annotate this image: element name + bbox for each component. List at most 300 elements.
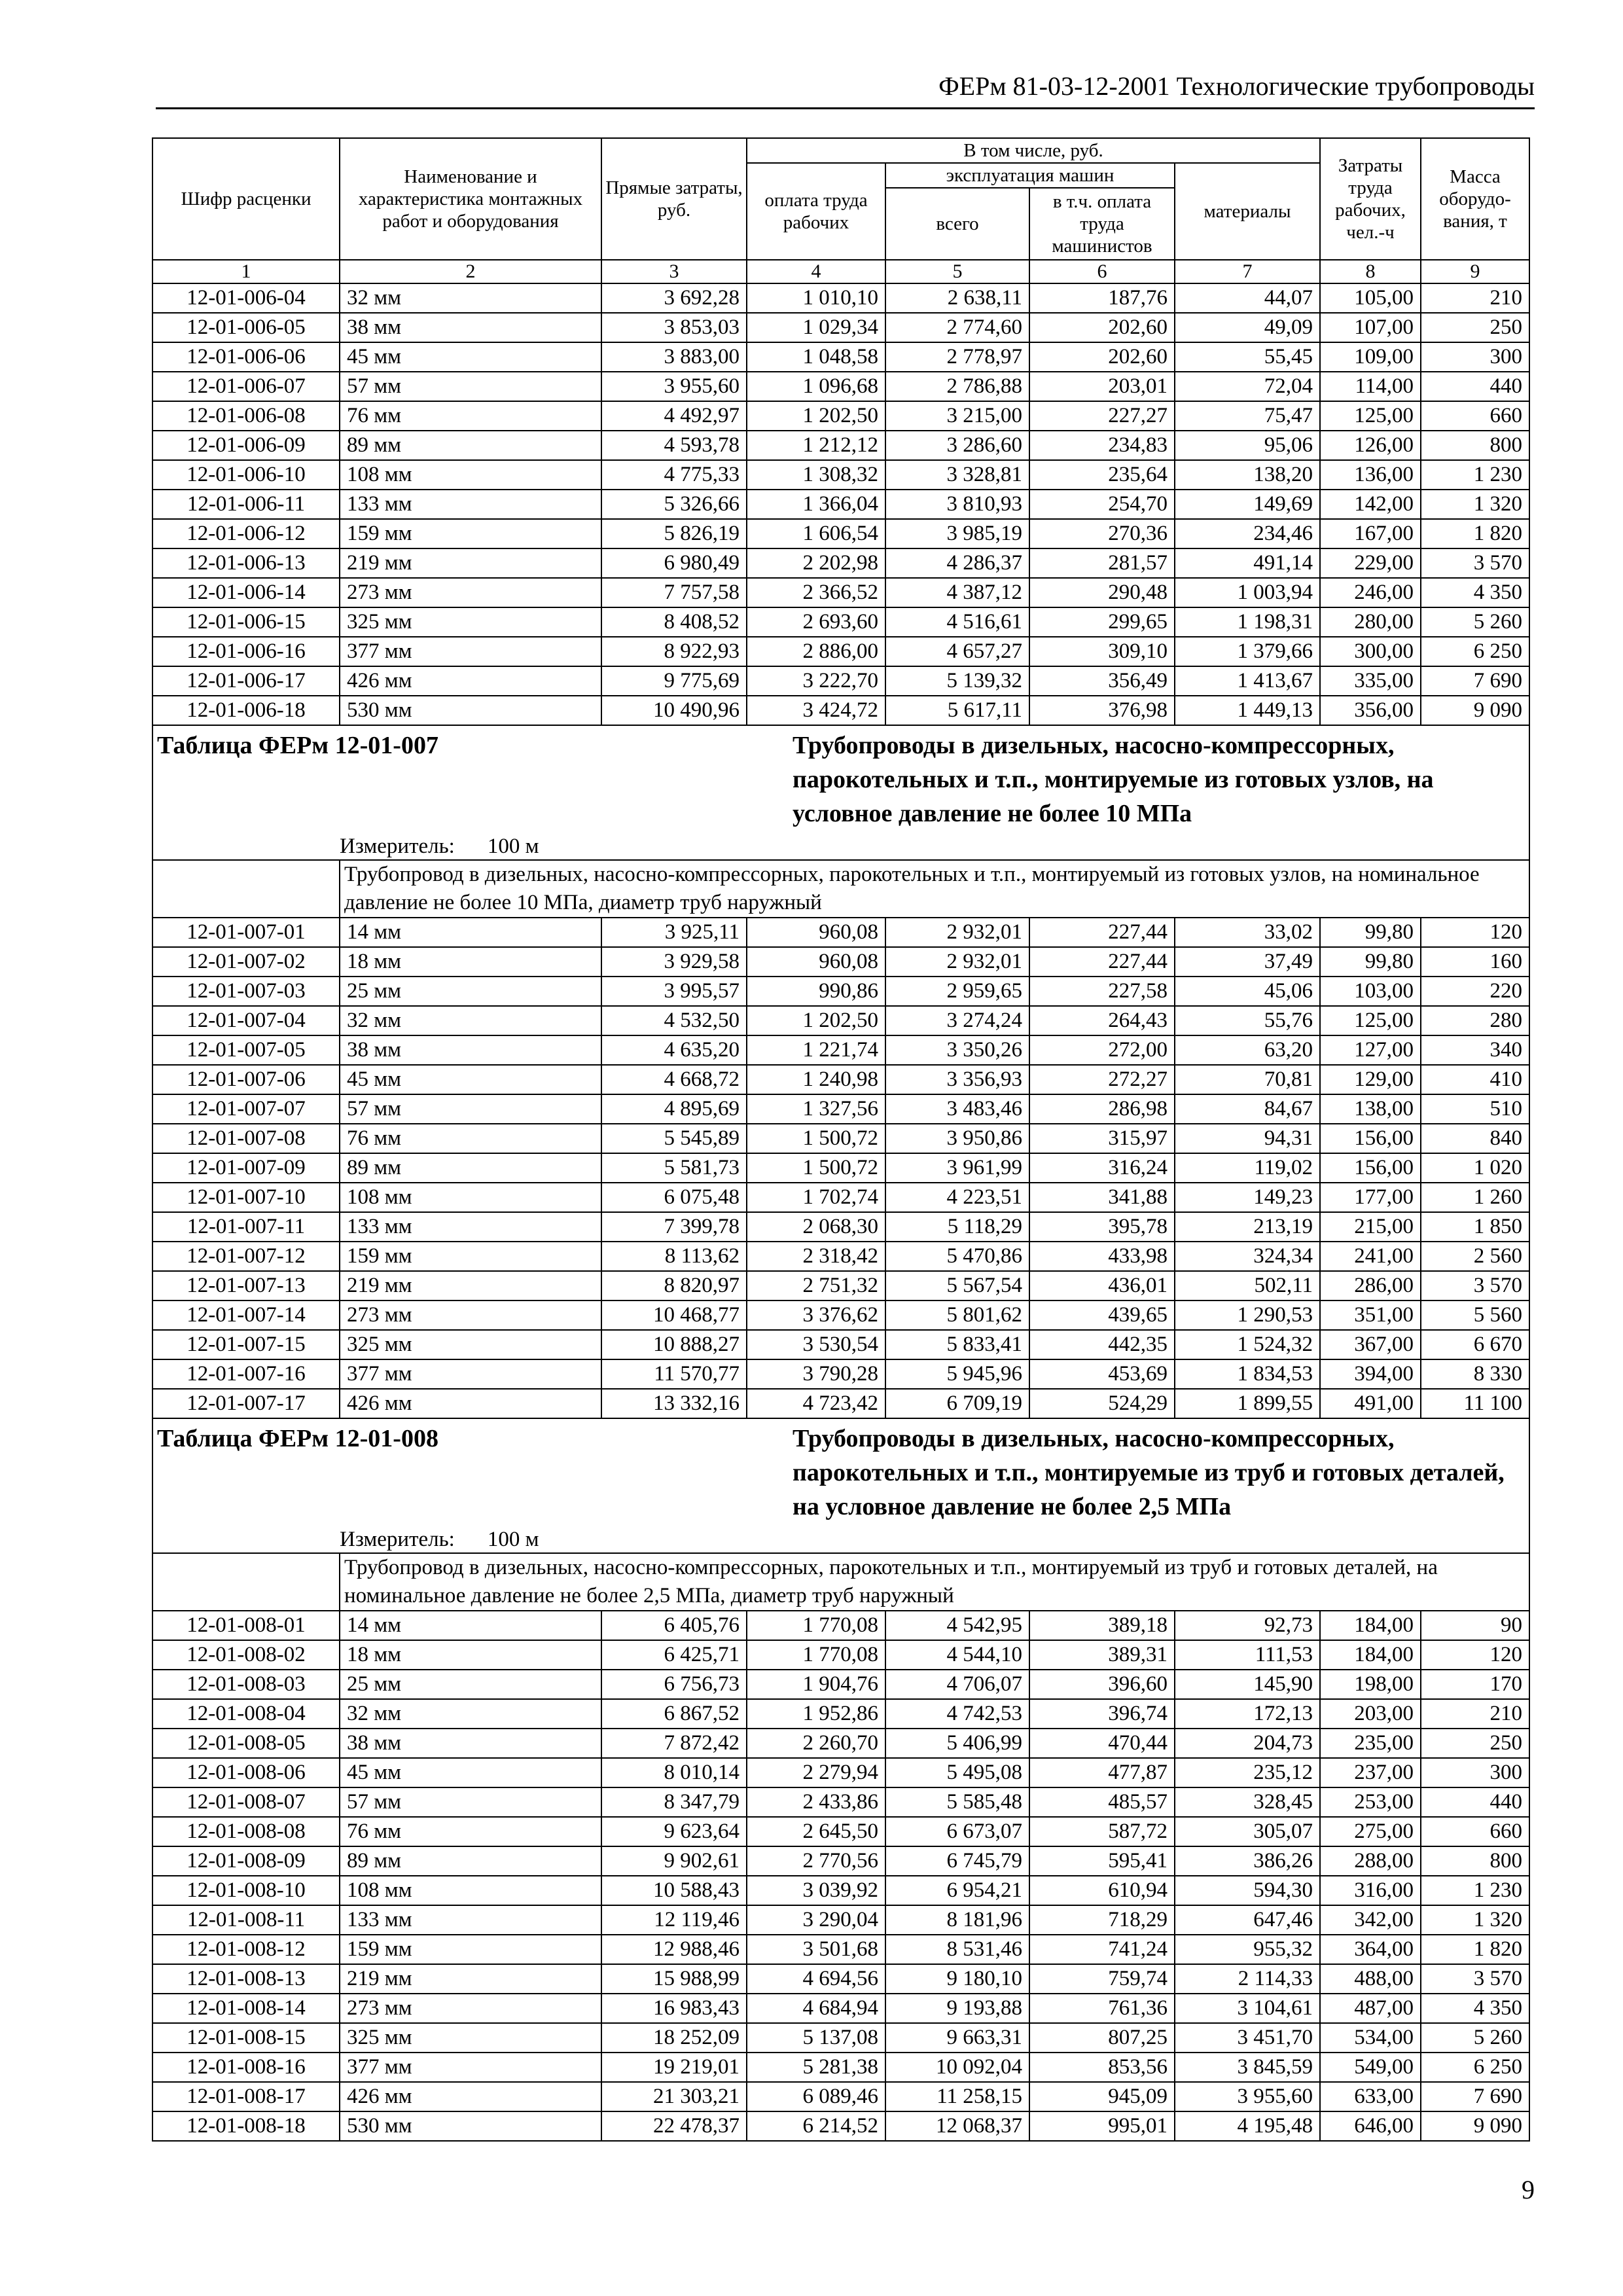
- cell-name: 273 мм: [340, 1994, 601, 2023]
- cell-labor-hours: 129,00: [1320, 1065, 1421, 1094]
- cell-machinists-pay: 227,27: [1029, 401, 1175, 431]
- cell-direct: 6 405,76: [601, 1611, 747, 1640]
- cell-machinists-pay: 270,36: [1029, 519, 1175, 548]
- table-008-title: Трубопроводы в дизельных, насосно-компрессорных, парокотельных и т.п., монтируемые из труб и готовых деталей, на условное давление не более 2,5 МПа: [747, 1418, 1529, 1526]
- cell-materials: 328,45: [1175, 1787, 1320, 1817]
- cell-materials: 145,90: [1175, 1670, 1320, 1699]
- cell-materials: 37,49: [1175, 947, 1320, 977]
- cell-mass: 8 330: [1421, 1359, 1529, 1389]
- cell-code: 12-01-007-10: [152, 1183, 340, 1212]
- cell-machinists-pay: 807,25: [1029, 2023, 1175, 2053]
- cell-labor-hours: 99,80: [1320, 947, 1421, 977]
- table-row: [152, 342, 1529, 372]
- cell-machines-total: 4 706,07: [885, 1670, 1029, 1699]
- cell-materials: 111,53: [1175, 1640, 1320, 1670]
- cell-labor-pay: 1 096,68: [747, 372, 885, 401]
- measure-label: Измеритель:: [340, 1528, 455, 1551]
- cell-machinists-pay: 187,76: [1029, 283, 1175, 313]
- cell-materials: 1 290,53: [1175, 1300, 1320, 1330]
- cell-direct: 9 775,69: [601, 666, 747, 696]
- cell-materials: 1 413,67: [1175, 666, 1320, 696]
- cell-name: 38 мм: [340, 1729, 601, 1758]
- cell-machinists-pay: 227,44: [1029, 918, 1175, 947]
- cell-labor-hours: 367,00: [1320, 1330, 1421, 1359]
- table-008-rows: [152, 1611, 1529, 2141]
- cell-labor-pay: 3 790,28: [747, 1359, 885, 1389]
- cell-machines-total: 4 657,27: [885, 637, 1029, 666]
- cell-labor-hours: 127,00: [1320, 1035, 1421, 1065]
- cell-machines-total: 6 954,21: [885, 1876, 1029, 1905]
- cell-code: 12-01-007-09: [152, 1153, 340, 1183]
- cell-mass: 340: [1421, 1035, 1529, 1065]
- cell-machinists-pay: 376,98: [1029, 696, 1175, 725]
- cell-mass: 5 260: [1421, 2023, 1529, 2053]
- cell-labor-hours: 633,00: [1320, 2082, 1421, 2111]
- table-row: [152, 1006, 1529, 1035]
- cell-machinists-pay: 442,35: [1029, 1330, 1175, 1359]
- cell-machinists-pay: 439,65: [1029, 1300, 1175, 1330]
- column-number: 4: [747, 260, 885, 283]
- cell-machines-total: 2 778,97: [885, 342, 1029, 372]
- cell-materials: 647,46: [1175, 1905, 1320, 1935]
- cell-name: 108 мм: [340, 1876, 601, 1905]
- cell-direct: 5 826,19: [601, 519, 747, 548]
- cell-code: 12-01-007-13: [152, 1271, 340, 1300]
- measure-value: 100 м: [487, 1528, 539, 1551]
- cell-labor-hours: 156,00: [1320, 1124, 1421, 1153]
- cell-labor-pay: 2 366,52: [747, 578, 885, 607]
- cell-materials: 63,20: [1175, 1035, 1320, 1065]
- table-row: [152, 1640, 1529, 1670]
- cell-machines-total: 3 985,19: [885, 519, 1029, 548]
- cell-mass: 1 230: [1421, 460, 1529, 490]
- cell-labor-hours: 491,00: [1320, 1389, 1421, 1418]
- cell-machinists-pay: 202,60: [1029, 313, 1175, 342]
- cell-machines-total: 2 959,65: [885, 977, 1029, 1006]
- cell-materials: 72,04: [1175, 372, 1320, 401]
- column-number: 3: [601, 260, 747, 283]
- table-row: [152, 1905, 1529, 1935]
- cell-code: 12-01-006-05: [152, 313, 340, 342]
- table-row: [152, 1212, 1529, 1242]
- cell-direct: 6 980,49: [601, 548, 747, 578]
- cell-labor-hours: 125,00: [1320, 401, 1421, 431]
- cell-labor-pay: 2 068,30: [747, 1212, 885, 1242]
- cell-labor-pay: 1 048,58: [747, 342, 885, 372]
- cell-name: 57 мм: [340, 372, 601, 401]
- table-row: [152, 1699, 1529, 1729]
- cell-mass: 120: [1421, 918, 1529, 947]
- cell-labor-hours: 107,00: [1320, 313, 1421, 342]
- cell-materials: 1 379,66: [1175, 637, 1320, 666]
- cell-mass: 800: [1421, 431, 1529, 460]
- cell-materials: 235,12: [1175, 1758, 1320, 1787]
- cell-materials: 955,32: [1175, 1935, 1320, 1964]
- table-008-description: Трубопровод в дизельных, насосно-компрессорных, парокотельных и т.п., монтируемый из труб и готовых деталей, на номинальное давление не более 2,5 МПа, диаметр труб наружный: [340, 1553, 1529, 1611]
- cell-labor-hours: 316,00: [1320, 1876, 1421, 1905]
- cell-code: 12-01-007-07: [152, 1094, 340, 1124]
- table-row: [152, 431, 1529, 460]
- cell-machinists-pay: 453,69: [1029, 1359, 1175, 1389]
- cell-name: 89 мм: [340, 1846, 601, 1876]
- table-008-measure: [340, 1526, 1529, 1553]
- cell-machines-total: 5 470,86: [885, 1242, 1029, 1271]
- cell-code: 12-01-006-12: [152, 519, 340, 548]
- table-row: [152, 2111, 1529, 2141]
- table-row: [152, 548, 1529, 578]
- cell-machinists-pay: 389,31: [1029, 1640, 1175, 1670]
- cell-machines-total: 4 544,10: [885, 1640, 1029, 1670]
- cell-machinists-pay: 299,65: [1029, 607, 1175, 637]
- cell-name: 108 мм: [340, 1183, 601, 1212]
- cell-name: 57 мм: [340, 1094, 601, 1124]
- cell-direct: 4 593,78: [601, 431, 747, 460]
- cell-materials: 1 899,55: [1175, 1389, 1320, 1418]
- cell-machines-total: 4 742,53: [885, 1699, 1029, 1729]
- cell-name: 159 мм: [340, 1935, 601, 1964]
- cell-machinists-pay: 395,78: [1029, 1212, 1175, 1242]
- cell-labor-hours: 342,00: [1320, 1905, 1421, 1935]
- cell-machines-total: 8 181,96: [885, 1905, 1029, 1935]
- cell-machines-total: 5 406,99: [885, 1729, 1029, 1758]
- cell-code: 12-01-007-11: [152, 1212, 340, 1242]
- cell-code: 12-01-008-04: [152, 1699, 340, 1729]
- cell-machinists-pay: 281,57: [1029, 548, 1175, 578]
- cell-machines-total: 6 673,07: [885, 1817, 1029, 1846]
- cell-mass: 6 250: [1421, 637, 1529, 666]
- cell-machinists-pay: 234,83: [1029, 431, 1175, 460]
- cell-machinists-pay: 235,64: [1029, 460, 1175, 490]
- cell-labor-hours: 99,80: [1320, 918, 1421, 947]
- measure-spacer: [152, 833, 340, 860]
- cell-machines-total: 12 068,37: [885, 2111, 1029, 2141]
- cell-direct: 10 888,27: [601, 1330, 747, 1359]
- table-row: [152, 1787, 1529, 1817]
- cell-labor-pay: 960,08: [747, 947, 885, 977]
- cell-name: 32 мм: [340, 1006, 601, 1035]
- cell-materials: 149,69: [1175, 490, 1320, 519]
- cell-labor-hours: 203,00: [1320, 1699, 1421, 1729]
- col-header-code: Шифр расценки: [152, 138, 340, 260]
- cell-name: 426 мм: [340, 666, 601, 696]
- cell-materials: 149,23: [1175, 1183, 1320, 1212]
- cell-machinists-pay: 227,58: [1029, 977, 1175, 1006]
- cell-machines-total: 5 833,41: [885, 1330, 1029, 1359]
- cell-materials: 94,31: [1175, 1124, 1320, 1153]
- cell-direct: 3 853,03: [601, 313, 747, 342]
- cell-code: 12-01-006-16: [152, 637, 340, 666]
- cell-name: 76 мм: [340, 401, 601, 431]
- cell-materials: 3 104,61: [1175, 1994, 1320, 2023]
- cell-name: 159 мм: [340, 519, 601, 548]
- cell-code: 12-01-006-15: [152, 607, 340, 637]
- cell-materials: 204,73: [1175, 1729, 1320, 1758]
- cell-labor-hours: 125,00: [1320, 1006, 1421, 1035]
- cell-machines-total: 4 516,61: [885, 607, 1029, 637]
- cell-code: 12-01-006-17: [152, 666, 340, 696]
- cell-code: 12-01-007-05: [152, 1035, 340, 1065]
- cell-labor-hours: 215,00: [1320, 1212, 1421, 1242]
- cell-direct: 13 332,16: [601, 1389, 747, 1418]
- cell-labor-pay: 3 222,70: [747, 666, 885, 696]
- cell-name: 32 мм: [340, 283, 601, 313]
- column-numbers-row: [152, 260, 1529, 283]
- column-number: 5: [885, 260, 1029, 283]
- cell-code: 12-01-007-02: [152, 947, 340, 977]
- table-row: [152, 313, 1529, 342]
- cell-materials: 1 198,31: [1175, 607, 1320, 637]
- cell-materials: 70,81: [1175, 1065, 1320, 1094]
- cell-machinists-pay: 254,70: [1029, 490, 1175, 519]
- cell-code: 12-01-006-10: [152, 460, 340, 490]
- cell-direct: 6 867,52: [601, 1699, 747, 1729]
- table-row: [152, 1300, 1529, 1330]
- cell-machinists-pay: 315,97: [1029, 1124, 1175, 1153]
- cell-mass: 250: [1421, 1729, 1529, 1758]
- cell-code: 12-01-006-13: [152, 548, 340, 578]
- cell-labor-hours: 235,00: [1320, 1729, 1421, 1758]
- cell-direct: 10 468,77: [601, 1300, 747, 1330]
- cell-direct: 8 113,62: [601, 1242, 747, 1271]
- table-008-id: Таблица ФЕРм 12-01-008: [152, 1418, 747, 1526]
- description-spacer: [152, 1553, 340, 1611]
- table-row: [152, 1758, 1529, 1787]
- cell-mass: 6 670: [1421, 1330, 1529, 1359]
- cell-mass: 6 250: [1421, 2053, 1529, 2082]
- cell-direct: 3 995,57: [601, 977, 747, 1006]
- cell-labor-hours: 488,00: [1320, 1964, 1421, 1994]
- cell-machines-total: 5 118,29: [885, 1212, 1029, 1242]
- cell-machines-total: 5 617,11: [885, 696, 1029, 725]
- table-007-header: [152, 725, 1529, 918]
- cell-machinists-pay: 264,43: [1029, 1006, 1175, 1035]
- cell-labor-pay: 6 089,46: [747, 2082, 885, 2111]
- col-header-including: В том числе, руб.: [747, 138, 1320, 163]
- cell-materials: 386,26: [1175, 1846, 1320, 1876]
- cell-mass: 7 690: [1421, 666, 1529, 696]
- col-header-materials: материалы: [1175, 163, 1320, 260]
- cell-name: 38 мм: [340, 1035, 601, 1065]
- cell-labor-hours: 177,00: [1320, 1183, 1421, 1212]
- cell-direct: 22 478,37: [601, 2111, 747, 2141]
- cell-code: 12-01-008-18: [152, 2111, 340, 2141]
- cell-mass: 2 560: [1421, 1242, 1529, 1271]
- cell-materials: 1 449,13: [1175, 696, 1320, 725]
- cell-name: 377 мм: [340, 637, 601, 666]
- cell-mass: 90: [1421, 1611, 1529, 1640]
- cell-mass: 1 020: [1421, 1153, 1529, 1183]
- description-spacer: [152, 860, 340, 918]
- cell-mass: 1 320: [1421, 1905, 1529, 1935]
- cell-direct: 5 581,73: [601, 1153, 747, 1183]
- cell-code: 12-01-008-02: [152, 1640, 340, 1670]
- cell-direct: 21 303,21: [601, 2082, 747, 2111]
- cell-labor-pay: 2 202,98: [747, 548, 885, 578]
- table-row: [152, 1242, 1529, 1271]
- cell-name: 89 мм: [340, 431, 601, 460]
- cell-materials: 305,07: [1175, 1817, 1320, 1846]
- cell-code: 12-01-008-08: [152, 1817, 340, 1846]
- table-header: [152, 138, 1529, 283]
- cell-labor-pay: 3 501,68: [747, 1935, 885, 1964]
- cell-labor-pay: 2 886,00: [747, 637, 885, 666]
- cell-machines-total: 5 801,62: [885, 1300, 1029, 1330]
- cell-labor-hours: 646,00: [1320, 2111, 1421, 2141]
- cell-name: 219 мм: [340, 548, 601, 578]
- cell-name: 377 мм: [340, 2053, 601, 2082]
- cell-direct: 4 532,50: [601, 1006, 747, 1035]
- cell-name: 273 мм: [340, 578, 601, 607]
- cell-direct: 5 326,66: [601, 490, 747, 519]
- cell-machines-total: 3 961,99: [885, 1153, 1029, 1183]
- cell-machinists-pay: 761,36: [1029, 1994, 1175, 2023]
- cell-mass: 440: [1421, 372, 1529, 401]
- cell-name: 76 мм: [340, 1817, 601, 1846]
- cell-labor-hours: 198,00: [1320, 1670, 1421, 1699]
- cell-code: 12-01-008-01: [152, 1611, 340, 1640]
- cell-materials: 1 003,94: [1175, 578, 1320, 607]
- cell-machines-total: 10 092,04: [885, 2053, 1029, 2082]
- cell-labor-hours: 237,00: [1320, 1758, 1421, 1787]
- cell-machinists-pay: 290,48: [1029, 578, 1175, 607]
- cell-labor-hours: 300,00: [1320, 637, 1421, 666]
- cell-materials: 1 524,32: [1175, 1330, 1320, 1359]
- cell-direct: 6 756,73: [601, 1670, 747, 1699]
- cell-mass: 9 090: [1421, 2111, 1529, 2141]
- cell-direct: 7 399,78: [601, 1212, 747, 1242]
- cell-code: 12-01-007-15: [152, 1330, 340, 1359]
- cell-name: 219 мм: [340, 1964, 601, 1994]
- table-007-rows: [152, 918, 1529, 1418]
- cell-labor-hours: 167,00: [1320, 519, 1421, 548]
- table-006-rows: [152, 283, 1529, 725]
- cell-code: 12-01-006-08: [152, 401, 340, 431]
- cell-machinists-pay: 741,24: [1029, 1935, 1175, 1964]
- table-row: [152, 1271, 1529, 1300]
- cell-labor-hours: 241,00: [1320, 1242, 1421, 1271]
- cell-labor-hours: 114,00: [1320, 372, 1421, 401]
- col-header-machines: эксплуатация машин: [885, 163, 1175, 188]
- rates-table: [152, 137, 1530, 2142]
- cell-labor-hours: 351,00: [1320, 1300, 1421, 1330]
- cell-materials: 3 955,60: [1175, 2082, 1320, 2111]
- cell-materials: 49,09: [1175, 313, 1320, 342]
- cell-mass: 11 100: [1421, 1389, 1529, 1418]
- cell-mass: 840: [1421, 1124, 1529, 1153]
- cell-materials: 44,07: [1175, 283, 1320, 313]
- cell-labor-pay: 4 684,94: [747, 1994, 885, 2023]
- cell-direct: 5 545,89: [601, 1124, 747, 1153]
- cell-code: 12-01-007-01: [152, 918, 340, 947]
- cell-materials: 119,02: [1175, 1153, 1320, 1183]
- cell-direct: 10 490,96: [601, 696, 747, 725]
- cell-machines-total: 3 328,81: [885, 460, 1029, 490]
- cell-name: 14 мм: [340, 1611, 601, 1640]
- cell-labor-pay: 2 318,42: [747, 1242, 885, 1271]
- cell-mass: 1 820: [1421, 519, 1529, 548]
- cell-name: 325 мм: [340, 1330, 601, 1359]
- cell-labor-hours: 356,00: [1320, 696, 1421, 725]
- cell-mass: 660: [1421, 1817, 1529, 1846]
- cell-machines-total: 4 286,37: [885, 548, 1029, 578]
- table-row: [152, 918, 1529, 947]
- cell-code: 12-01-008-15: [152, 2023, 340, 2053]
- table-row: [152, 1817, 1529, 1846]
- table-row: [152, 1389, 1529, 1418]
- cell-code: 12-01-008-10: [152, 1876, 340, 1905]
- table-row: [152, 1994, 1529, 2023]
- cell-machines-total: 3 286,60: [885, 431, 1029, 460]
- table-row: [152, 2082, 1529, 2111]
- cell-labor-pay: 1 221,74: [747, 1035, 885, 1065]
- cell-labor-pay: 1 202,50: [747, 401, 885, 431]
- cell-direct: 8 820,97: [601, 1271, 747, 1300]
- cell-labor-pay: 1 010,10: [747, 283, 885, 313]
- cell-machines-total: 3 215,00: [885, 401, 1029, 431]
- table-row: [152, 2053, 1529, 2082]
- cell-materials: 84,67: [1175, 1094, 1320, 1124]
- cell-labor-hours: 335,00: [1320, 666, 1421, 696]
- cell-name: 133 мм: [340, 1212, 601, 1242]
- table-row: [152, 1359, 1529, 1389]
- cell-mass: 280: [1421, 1006, 1529, 1035]
- cell-materials: 138,20: [1175, 460, 1320, 490]
- cell-mass: 4 350: [1421, 1994, 1529, 2023]
- cell-machinists-pay: 396,74: [1029, 1699, 1175, 1729]
- cell-code: 12-01-008-09: [152, 1846, 340, 1876]
- cell-code: 12-01-007-03: [152, 977, 340, 1006]
- cell-labor-pay: 3 530,54: [747, 1330, 885, 1359]
- cell-labor-hours: 138,00: [1320, 1094, 1421, 1124]
- cell-labor-hours: 253,00: [1320, 1787, 1421, 1817]
- cell-mass: 170: [1421, 1670, 1529, 1699]
- page-number: 9: [1522, 2175, 1535, 2204]
- cell-materials: 33,02: [1175, 918, 1320, 947]
- table-row: [152, 1124, 1529, 1153]
- cell-machinists-pay: 610,94: [1029, 1876, 1175, 1905]
- cell-machines-total: 3 483,46: [885, 1094, 1029, 1124]
- cell-name: 325 мм: [340, 607, 601, 637]
- cell-labor-hours: 534,00: [1320, 2023, 1421, 2053]
- cell-name: 530 мм: [340, 2111, 601, 2141]
- cell-machines-total: 4 223,51: [885, 1183, 1029, 1212]
- cell-labor-hours: 275,00: [1320, 1817, 1421, 1846]
- table-row: [152, 1729, 1529, 1758]
- cell-code: 12-01-008-06: [152, 1758, 340, 1787]
- cell-code: 12-01-008-03: [152, 1670, 340, 1699]
- measure-label: Измеритель:: [340, 834, 455, 858]
- cell-labor-hours: 109,00: [1320, 342, 1421, 372]
- cell-direct: 16 983,43: [601, 1994, 747, 2023]
- cell-mass: 160: [1421, 947, 1529, 977]
- table-row: [152, 1670, 1529, 1699]
- cell-machinists-pay: 341,88: [1029, 1183, 1175, 1212]
- cell-mass: 660: [1421, 401, 1529, 431]
- cell-labor-pay: 4 723,42: [747, 1389, 885, 1418]
- table-row: [152, 696, 1529, 725]
- cell-materials: 3 451,70: [1175, 2023, 1320, 2053]
- cell-machinists-pay: 433,98: [1029, 1242, 1175, 1271]
- cell-materials: 75,47: [1175, 401, 1320, 431]
- table-row: [152, 947, 1529, 977]
- cell-direct: 7 757,58: [601, 578, 747, 607]
- table-row: [152, 490, 1529, 519]
- cell-machines-total: 5 139,32: [885, 666, 1029, 696]
- col-header-machinists-pay: в т.ч. оплата труда машинистов: [1029, 188, 1175, 260]
- cell-code: 12-01-006-06: [152, 342, 340, 372]
- cell-code: 12-01-008-17: [152, 2082, 340, 2111]
- table-row: [152, 1964, 1529, 1994]
